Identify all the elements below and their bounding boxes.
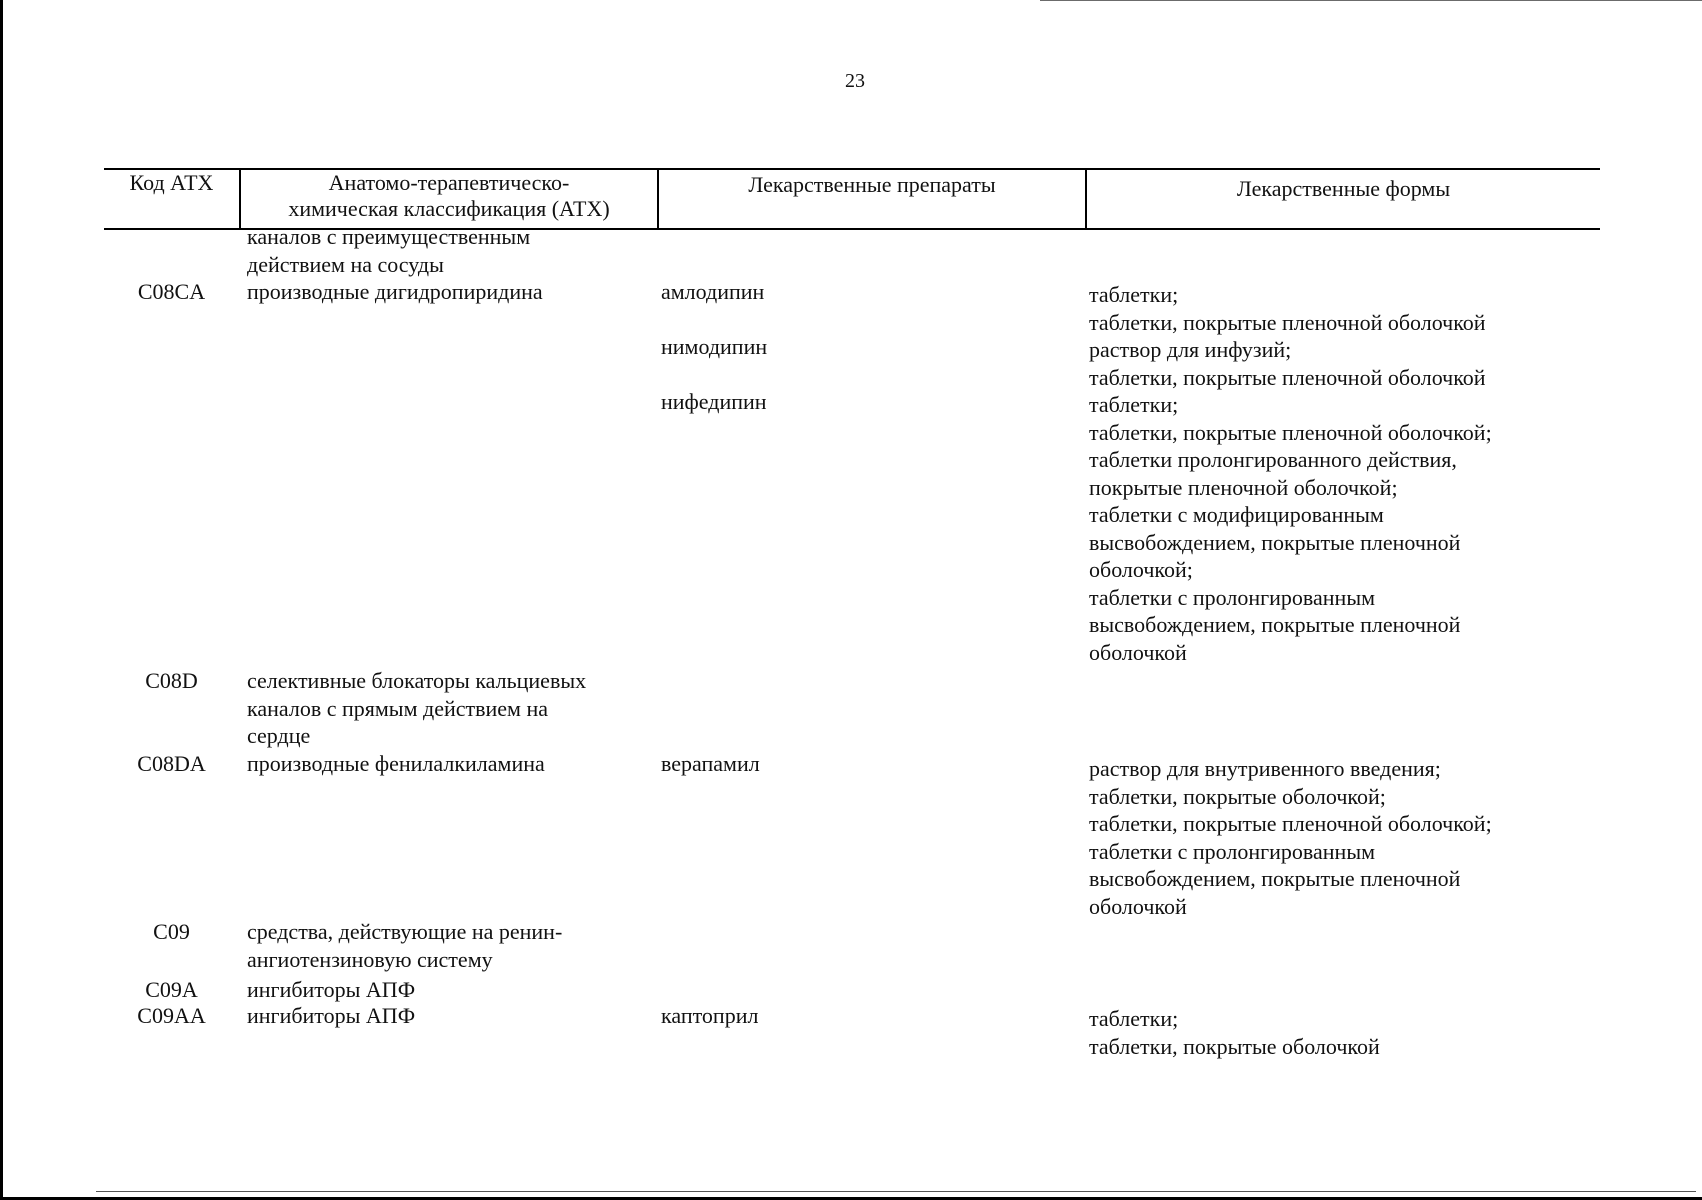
header-code: Код АТХ [129,170,214,195]
scan-border-top [1040,0,1702,1]
form-line: таблетки, покрытые оболочкой [1089,1033,1380,1059]
form-line: раствор для внутривенного введения; [1089,756,1441,781]
row-code: C09AA [137,1003,206,1028]
atc-line: селективные блокаторы кальциевых [247,668,587,693]
form-line: таблетки; [1089,282,1179,307]
row-atc [247,1002,657,1030]
atc-line: средства, действующие на ренин- [247,919,563,944]
row-code: C08D [145,668,198,693]
form-line: таблетки с пролонгированным [1089,838,1376,864]
atc-line: сердце [247,723,311,748]
row-atc [247,278,657,306]
form-line: таблетки, покрытые пленочной оболочкой; [1089,419,1492,445]
drug-name: нифедипин [661,389,767,414]
atc-line: производные дигидропиридина [247,279,543,304]
row-code: C08DA [137,751,206,776]
header-atc-line-2: химическая классификация (АТХ) [288,196,610,221]
row-forms [1089,281,1599,666]
form-line: таблетки; [1089,1006,1179,1031]
form-line: покрытые пленочной оболочкой; [1089,474,1398,500]
form-line: таблетки с модифицированным [1089,502,1384,527]
atc-line: ангиотензиновую систему [247,946,493,972]
drug-name: каптоприл [661,1003,759,1028]
form-line: таблетки с пролонгированным [1089,584,1376,610]
atc-line: ингибиторы АПФ [247,977,416,1002]
row-atc [247,918,657,973]
form-line: оболочкой [1089,893,1187,919]
header-drugs: Лекарственные препараты [657,170,1085,228]
form-line: таблетки пролонгированного действия, [1089,447,1457,472]
row-atc [247,223,657,278]
row-atc [247,667,657,750]
form-line: высвобождением, покрытые пленочной [1089,612,1461,637]
form-line: таблетки, покрытые пленочной оболочкой [1089,364,1486,390]
drug-name: верапамил [661,751,760,776]
row-forms [1089,1005,1599,1060]
atc-line: ингибиторы АПФ [247,1003,416,1028]
form-line: оболочкой [1089,639,1187,665]
form-line: таблетки; [1089,392,1179,417]
page-number: 23 [845,70,865,92]
drug-table [104,168,1600,1059]
atc-line: каналов с преимущественным [247,224,531,249]
header-atc-line-1: Анатомо-терапевтическо- [328,170,570,195]
scan-border-left [0,0,3,1200]
row-code: C09 [153,919,190,944]
drug-name: амлодипин [661,279,765,304]
scan-border-bottom-inner [96,1191,1696,1192]
row-drugs [661,1002,1081,1030]
atc-line: производные фенилалкиламина [247,751,545,776]
atc-line: действием на сосуды [247,251,444,277]
form-line: высвобождением, покрытые пленочной [1089,866,1461,891]
row-atc [247,976,657,1004]
header-forms: Лекарственные формы [1085,170,1600,228]
row-code: C09A [145,977,198,1002]
row-drugs [661,750,1081,778]
atc-line: каналов с прямым действием на [247,695,548,721]
drug-name: нимодипин [661,334,768,359]
form-line: таблетки, покрытые пленочной оболочкой; [1089,811,1492,836]
form-line: раствор для инфузий; [1089,337,1292,362]
form-line: высвобождением, покрытые пленочной [1089,529,1461,555]
row-forms [1089,755,1599,920]
table-header [104,168,1600,230]
row-code: C08CA [137,279,206,304]
form-line: оболочкой; [1089,557,1193,582]
header-atc [239,170,657,228]
form-line: таблетки, покрытые оболочкой; [1089,783,1386,809]
form-line: таблетки, покрытые пленочной оболочкой [1089,309,1486,335]
row-atc [247,750,657,778]
